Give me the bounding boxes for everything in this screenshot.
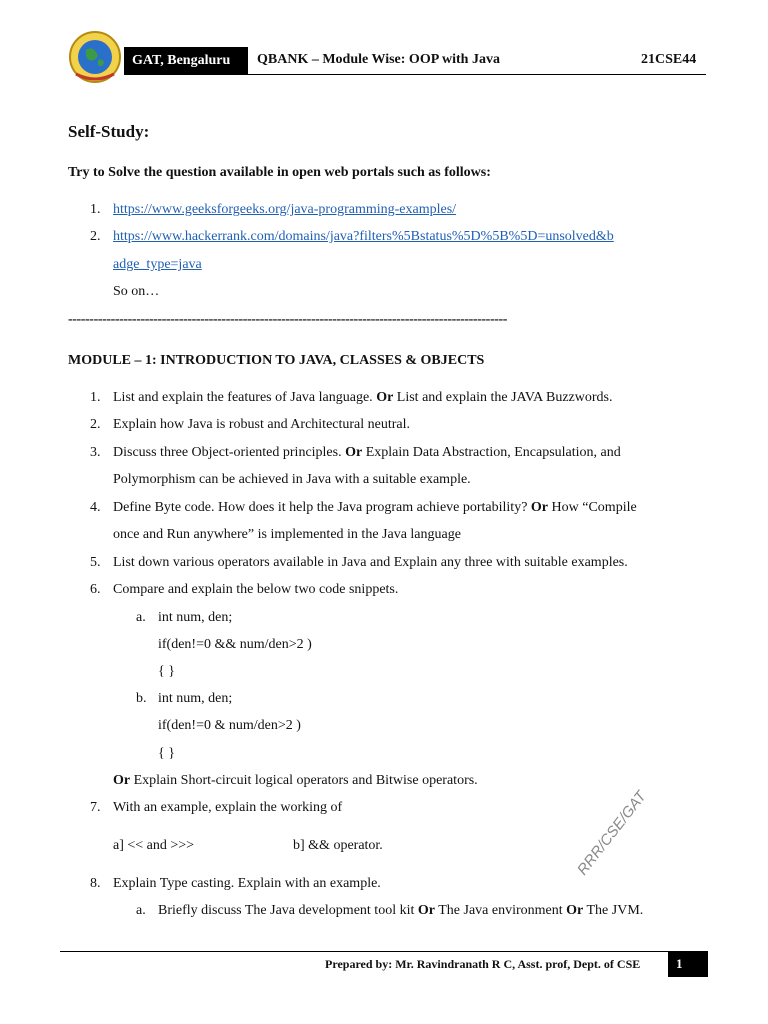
q6-sub-a-line3: { } (158, 664, 175, 679)
header-title: QBANK – Module Wise: OOP with Java (257, 52, 500, 67)
self-study-heading: Self-Study: (68, 122, 150, 141)
header-college-box: GAT, Bengaluru (124, 47, 248, 75)
q6-sub-a-line2: if(den!=0 && num/den>2 ) (158, 637, 312, 652)
section-separator: ------------------------------------------------------------------------------------------------------- (68, 312, 507, 327)
q6-number: 6. (90, 582, 101, 597)
q5-text: List down various operators available in Java and Explain any three with suitable examples. (113, 555, 628, 570)
q6-sub-b-line1: int num, den; (158, 691, 233, 706)
header-rule (124, 74, 706, 75)
q6-sub-a-line1: int num, den; (158, 610, 233, 625)
q8-text: Explain Type casting. Explain with an example. (113, 876, 381, 891)
q8-number: 8. (90, 876, 101, 891)
q1-text: List and explain the features of Java language. Or List and explain the JAVA Buzzwords. (113, 390, 613, 405)
q6-sub-b-label: b. (136, 691, 147, 706)
college-logo (66, 30, 124, 84)
q6-sub-b-line2: if(den!=0 & num/den>2 ) (158, 718, 301, 733)
q6-text: Compare and explain the below two code snippets. (113, 582, 399, 597)
link-number-1: 1. (90, 202, 101, 217)
q4-number: 4. (90, 500, 101, 515)
q1-number: 1. (90, 390, 101, 405)
q6-sub-b-line3: { } (158, 746, 175, 761)
q7-number: 7. (90, 800, 101, 815)
module-heading: MODULE – 1: INTRODUCTION TO JAVA, CLASSES & OBJECTS (68, 353, 485, 368)
q2-number: 2. (90, 417, 101, 432)
link-hackerrank-line2[interactable]: adge_type=java (113, 257, 202, 272)
q3-text-line2: Polymorphism can be achieved in Java with a suitable example. (113, 472, 471, 487)
q7-part-b: b] && operator. (293, 838, 383, 853)
q7-text: With an example, explain the working of (113, 800, 343, 815)
q8-sub-a-label: a. (136, 903, 146, 918)
q3-number: 3. (90, 445, 101, 460)
q3-text: Discuss three Object-oriented principles. Or Explain Data Abstraction, Encapsulation, and (113, 445, 621, 460)
q4-text-line2: once and Run anywhere” is implemented in the Java language (113, 527, 461, 542)
globe-logo-icon (66, 30, 124, 84)
link-number-2: 2. (90, 229, 101, 244)
footer-rule (60, 951, 708, 952)
q2-text: Explain how Java is robust and Architectural neutral. (113, 417, 411, 432)
self-study-instruction: Try to Solve the question available in open web portals such as follows: (68, 165, 491, 180)
q6-or-text: Or Explain Short-circuit logical operators and Bitwise operators. (113, 773, 478, 788)
watermark: RRR/CSE/GAT (574, 788, 650, 879)
footer-page-number: 1 (668, 951, 708, 977)
q7-part-a: a] << and >>> (113, 838, 195, 853)
link-hackerrank-line1[interactable]: https://www.hackerrank.com/domains/java?filters%5Bstatus%5D%5B%5D=unsolved&b (113, 229, 614, 244)
link-geeksforgeeks[interactable]: https://www.geeksforgeeks.org/java-programming-examples/ (113, 202, 457, 217)
so-on-text: So on… (113, 284, 160, 299)
q8-sub-a-text: Briefly discuss The Java development tool kit Or The Java environment Or The JVM. (158, 903, 644, 918)
q5-number: 5. (90, 555, 101, 570)
header-course-code: 21CSE44 (641, 52, 697, 67)
footer-prepared-by: Prepared by: Mr. Ravindranath R C, Asst. prof, Dept. of CSE (325, 957, 641, 971)
q6-sub-a-label: a. (136, 610, 146, 625)
q4-text: Define Byte code. How does it help the Java program achieve portability? Or How “Compile (113, 500, 637, 515)
